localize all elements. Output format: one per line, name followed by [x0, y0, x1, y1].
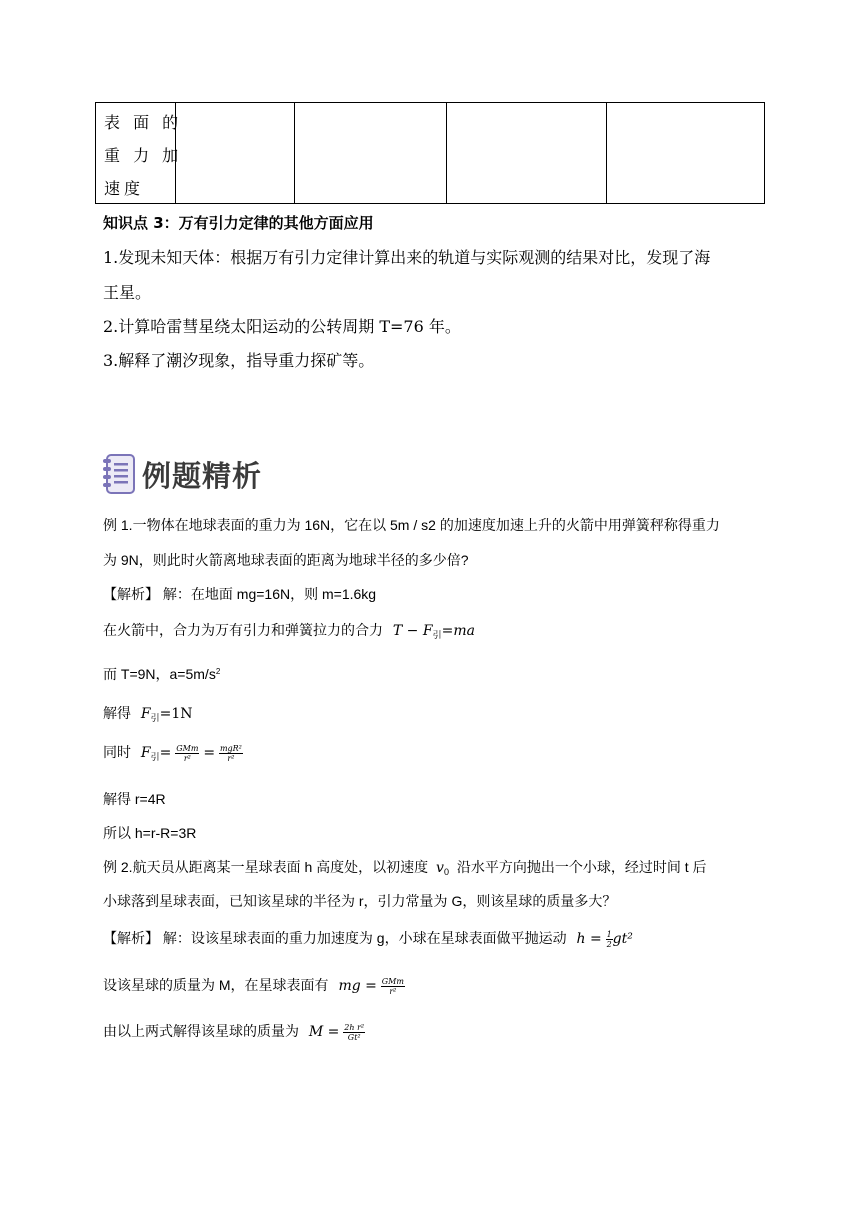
equals: =	[203, 745, 216, 761]
knowledge-p3: 3.解释了潮汐现象，指导重力探矿等。	[103, 351, 375, 370]
table-top-border	[95, 102, 765, 103]
analysis-tag: 【解析】	[103, 930, 159, 946]
example1-step7: 所以 h=r-R=3R	[103, 825, 197, 841]
table-right-border	[764, 102, 765, 204]
table-cell	[606, 102, 607, 204]
table-bottom-border	[95, 203, 765, 204]
fraction: $\frac{1}{2}$	[606, 929, 612, 949]
equals: =	[585, 931, 602, 947]
formula-tail: gt²	[612, 931, 633, 947]
force-symbol: F	[140, 706, 151, 722]
fraction: $\frac{\text{GMm}}{\text{r²}}$	[176, 743, 199, 763]
formula-sub: 引	[432, 630, 442, 640]
step-text: 设该星球的质量为 M，在星球表面有	[103, 977, 329, 993]
step-text: 沿水平方向抛出一个小球，经过时间 t 后	[456, 859, 707, 875]
example1-step1	[103, 584, 376, 604]
formula-right: =ma	[441, 623, 475, 639]
step-text: 解得	[103, 705, 131, 721]
example1-step2	[103, 620, 475, 641]
example1-question-line2: 为 9N，则此时火箭离地球表面的距离为地球半径的多少倍?	[103, 552, 469, 568]
step-text: 例 2.航天员从距离某一星球表面 h 高度处，以初速度	[103, 859, 429, 875]
step-text: 解：在地面 mg=16N，则 m=1.6kg	[159, 586, 377, 602]
row-label-line: 重 力 加	[104, 146, 183, 165]
formula-left: M =	[308, 1024, 340, 1040]
knowledge-title: 知识点 3：万有引力定律的其他方面应用	[103, 214, 374, 232]
force-sub: 引	[150, 752, 160, 762]
equals: =	[159, 745, 172, 761]
example1-step4	[103, 703, 193, 724]
step-text: 在火箭中，合力为万有引力和弹簧拉力的合力	[103, 622, 383, 638]
height-symbol: ℎ	[576, 931, 586, 947]
velocity-symbol: v	[436, 860, 444, 876]
example1-step5	[103, 742, 243, 763]
example1-step3	[103, 664, 220, 684]
example2-question-line2: 小球落到星球表面，已知该星球的半径为 r，引力常量为 G，则该星球的质量多大？	[103, 893, 617, 909]
superscript: 2	[215, 667, 221, 676]
step-text: 解：设该星球表面的重力加速度为 g，小球在星球表面做平抛运动	[159, 930, 567, 946]
table-cell-label	[95, 102, 96, 204]
example2-question-line1	[103, 857, 707, 877]
fraction: $\frac{\text{mgR²}}{\text{r²}}$	[219, 743, 242, 763]
fraction: $\frac{\text{2ℎ r²}}{\text{Gt²}}$	[344, 1022, 365, 1042]
table-cell	[446, 102, 447, 204]
knowledge-p2: 2.计算哈雷彗星绕太阳运动的公转周期 T=76 年。	[103, 317, 461, 336]
row-label-line: 表 面 的	[104, 113, 183, 132]
step-text: 由以上两式解得该星球的质量为	[103, 1023, 299, 1039]
analysis-tag: 【解析】	[103, 586, 159, 602]
example2-step1	[103, 928, 633, 949]
row-label-line: 速度	[104, 179, 145, 198]
velocity-sub: 0	[443, 867, 449, 877]
example1-step6: 解得 r=4R	[103, 791, 166, 807]
knowledge-p1-line2: 王星。	[103, 283, 152, 302]
step-text: 而 T=9N，a=5m/s	[103, 666, 216, 682]
fraction: $\frac{\text{GMm}}{\text{r²}}$	[381, 976, 404, 996]
formula-left: T − F	[392, 623, 433, 639]
step-text: 同时	[103, 744, 131, 760]
force-symbol: F	[140, 745, 151, 761]
notebook-icon	[101, 453, 137, 495]
knowledge-p1-line1: 1.发现未知天体：根据万有引力定律计算出来的轨道与实际观测的结果对比，发现了海	[103, 248, 711, 267]
force-sub: 引	[150, 713, 160, 723]
table-cell	[294, 102, 295, 204]
example2-step3	[103, 1021, 365, 1042]
section-title: 例题精析	[142, 459, 263, 493]
example2-step2	[103, 975, 405, 996]
force-value: =1N	[159, 706, 193, 722]
example1-question-line1: 例 1.一物体在地球表面的重力为 16N，它在以 5m / s2 的加速度加速上升的火箭中用弹簧秤称得重力	[103, 517, 720, 533]
formula-left: mg =	[338, 978, 377, 994]
data-table	[95, 102, 765, 204]
